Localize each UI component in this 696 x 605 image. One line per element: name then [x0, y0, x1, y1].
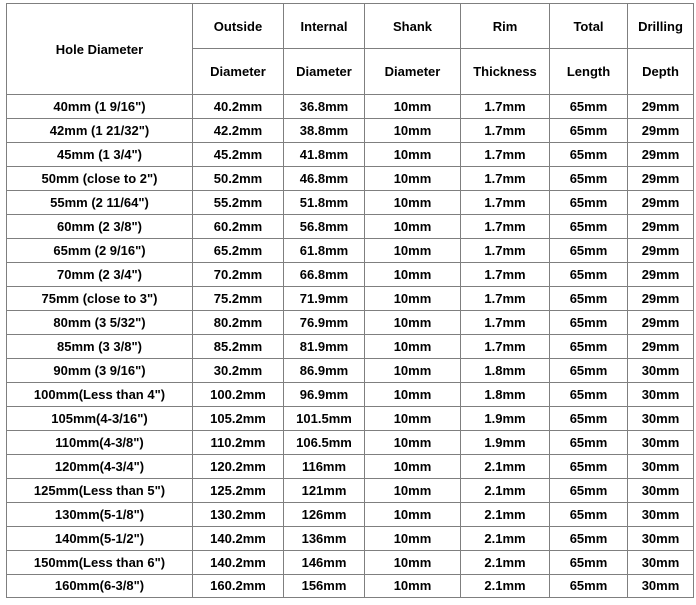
cell-shank-diameter: 10mm: [365, 407, 461, 431]
cell-hole-diameter: 55mm (2 11/64"): [7, 191, 193, 215]
header-total: Total: [550, 4, 628, 49]
cell-shank-diameter: 10mm: [365, 167, 461, 191]
cell-drilling-depth: 29mm: [628, 287, 694, 311]
cell-internal-diameter: 36.8mm: [284, 95, 365, 119]
cell-hole-diameter: 125mm(Less than 5"): [7, 479, 193, 503]
cell-shank-diameter: 10mm: [365, 527, 461, 551]
cell-outside-diameter: 42.2mm: [193, 119, 284, 143]
cell-drilling-depth: 29mm: [628, 311, 694, 335]
cell-rim-thickness: 1.7mm: [461, 239, 550, 263]
cell-hole-diameter: 75mm (close to 3"): [7, 287, 193, 311]
cell-internal-diameter: 86.9mm: [284, 359, 365, 383]
header-rim-thickness: Thickness: [461, 49, 550, 95]
cell-total-length: 65mm: [550, 119, 628, 143]
cell-hole-diameter: 130mm(5-1/8"): [7, 503, 193, 527]
cell-hole-diameter: 80mm (3 5/32"): [7, 311, 193, 335]
cell-drilling-depth: 29mm: [628, 263, 694, 287]
cell-total-length: 65mm: [550, 95, 628, 119]
cell-internal-diameter: 101.5mm: [284, 407, 365, 431]
table-row: [7, 479, 694, 503]
cell-hole-diameter: 85mm (3 3/8"): [7, 335, 193, 359]
cell-total-length: 65mm: [550, 191, 628, 215]
header-drilling: Drilling: [628, 4, 694, 49]
cell-internal-diameter: 106.5mm: [284, 431, 365, 455]
table-row: [7, 455, 694, 479]
cell-rim-thickness: 1.9mm: [461, 407, 550, 431]
header-drilling-depth: Depth: [628, 49, 694, 95]
cell-internal-diameter: 61.8mm: [284, 239, 365, 263]
table-row: [7, 431, 694, 455]
table-row: [7, 575, 694, 598]
table-body: [7, 95, 694, 598]
cell-internal-diameter: 66.8mm: [284, 263, 365, 287]
header-row-top: [7, 4, 694, 49]
cell-total-length: 65mm: [550, 215, 628, 239]
cell-internal-diameter: 76.9mm: [284, 311, 365, 335]
cell-shank-diameter: 10mm: [365, 119, 461, 143]
header-outside-diameter: Diameter: [193, 49, 284, 95]
cell-total-length: 65mm: [550, 383, 628, 407]
table-row: [7, 407, 694, 431]
cell-hole-diameter: 45mm (1 3/4"): [7, 143, 193, 167]
table-row: [7, 287, 694, 311]
cell-rim-thickness: 1.7mm: [461, 95, 550, 119]
cell-total-length: 65mm: [550, 143, 628, 167]
cell-rim-thickness: 2.1mm: [461, 575, 550, 598]
cell-shank-diameter: 10mm: [365, 359, 461, 383]
cell-hole-diameter: 140mm(5-1/2"): [7, 527, 193, 551]
cell-outside-diameter: 105.2mm: [193, 407, 284, 431]
cell-rim-thickness: 1.9mm: [461, 431, 550, 455]
table-row: [7, 311, 694, 335]
table-row: [7, 239, 694, 263]
cell-rim-thickness: 1.7mm: [461, 167, 550, 191]
cell-shank-diameter: 10mm: [365, 143, 461, 167]
table-row: [7, 359, 694, 383]
cell-shank-diameter: 10mm: [365, 431, 461, 455]
cell-internal-diameter: 136mm: [284, 527, 365, 551]
cell-total-length: 65mm: [550, 407, 628, 431]
header-shank: Shank: [365, 4, 461, 49]
table-row: [7, 551, 694, 575]
cell-shank-diameter: 10mm: [365, 455, 461, 479]
cell-total-length: 65mm: [550, 479, 628, 503]
cell-internal-diameter: 41.8mm: [284, 143, 365, 167]
cell-shank-diameter: 10mm: [365, 287, 461, 311]
cell-hole-diameter: 50mm (close to 2"): [7, 167, 193, 191]
cell-drilling-depth: 30mm: [628, 431, 694, 455]
cell-total-length: 65mm: [550, 287, 628, 311]
table-row: [7, 215, 694, 239]
cell-rim-thickness: 2.1mm: [461, 503, 550, 527]
cell-rim-thickness: 1.8mm: [461, 359, 550, 383]
cell-outside-diameter: 85.2mm: [193, 335, 284, 359]
cell-hole-diameter: 105mm(4-3/16"): [7, 407, 193, 431]
cell-drilling-depth: 30mm: [628, 575, 694, 598]
cell-internal-diameter: 126mm: [284, 503, 365, 527]
table-row: [7, 503, 694, 527]
table-row: [7, 263, 694, 287]
table-row: [7, 119, 694, 143]
cell-outside-diameter: 45.2mm: [193, 143, 284, 167]
cell-drilling-depth: 30mm: [628, 383, 694, 407]
cell-drilling-depth: 30mm: [628, 455, 694, 479]
header-total-length: Length: [550, 49, 628, 95]
cell-drilling-depth: 29mm: [628, 143, 694, 167]
cell-outside-diameter: 160.2mm: [193, 575, 284, 598]
cell-hole-diameter: 70mm (2 3/4"): [7, 263, 193, 287]
cell-shank-diameter: 10mm: [365, 263, 461, 287]
cell-internal-diameter: 56.8mm: [284, 215, 365, 239]
cell-outside-diameter: 140.2mm: [193, 551, 284, 575]
cell-total-length: 65mm: [550, 455, 628, 479]
cell-rim-thickness: 1.7mm: [461, 119, 550, 143]
hole-saw-spec-table: [6, 3, 694, 598]
cell-shank-diameter: 10mm: [365, 335, 461, 359]
cell-hole-diameter: 60mm (2 3/8"): [7, 215, 193, 239]
cell-internal-diameter: 71.9mm: [284, 287, 365, 311]
cell-rim-thickness: 1.7mm: [461, 287, 550, 311]
cell-rim-thickness: 1.7mm: [461, 311, 550, 335]
cell-drilling-depth: 30mm: [628, 551, 694, 575]
cell-drilling-depth: 29mm: [628, 239, 694, 263]
cell-total-length: 65mm: [550, 527, 628, 551]
table-row: [7, 191, 694, 215]
cell-rim-thickness: 1.7mm: [461, 263, 550, 287]
cell-internal-diameter: 96.9mm: [284, 383, 365, 407]
cell-rim-thickness: 2.1mm: [461, 455, 550, 479]
table-header: [7, 4, 694, 95]
cell-outside-diameter: 100.2mm: [193, 383, 284, 407]
header-hole-diameter: Hole Diameter: [7, 4, 193, 95]
cell-internal-diameter: 81.9mm: [284, 335, 365, 359]
cell-outside-diameter: 125.2mm: [193, 479, 284, 503]
cell-hole-diameter: 160mm(6-3/8"): [7, 575, 193, 598]
table-row: [7, 143, 694, 167]
cell-outside-diameter: 75.2mm: [193, 287, 284, 311]
cell-total-length: 65mm: [550, 359, 628, 383]
table-row: [7, 383, 694, 407]
cell-drilling-depth: 30mm: [628, 503, 694, 527]
cell-shank-diameter: 10mm: [365, 311, 461, 335]
cell-shank-diameter: 10mm: [365, 95, 461, 119]
cell-total-length: 65mm: [550, 263, 628, 287]
cell-outside-diameter: 80.2mm: [193, 311, 284, 335]
cell-shank-diameter: 10mm: [365, 239, 461, 263]
cell-rim-thickness: 1.7mm: [461, 143, 550, 167]
cell-hole-diameter: 100mm(Less than 4"): [7, 383, 193, 407]
cell-hole-diameter: 110mm(4-3/8"): [7, 431, 193, 455]
cell-outside-diameter: 40.2mm: [193, 95, 284, 119]
cell-total-length: 65mm: [550, 311, 628, 335]
cell-outside-diameter: 55.2mm: [193, 191, 284, 215]
cell-drilling-depth: 29mm: [628, 167, 694, 191]
cell-hole-diameter: 150mm(Less than 6"): [7, 551, 193, 575]
cell-total-length: 65mm: [550, 551, 628, 575]
cell-drilling-depth: 30mm: [628, 407, 694, 431]
cell-internal-diameter: 156mm: [284, 575, 365, 598]
cell-rim-thickness: 1.7mm: [461, 215, 550, 239]
cell-hole-diameter: 42mm (1 21/32"): [7, 119, 193, 143]
cell-rim-thickness: 2.1mm: [461, 527, 550, 551]
cell-drilling-depth: 30mm: [628, 479, 694, 503]
cell-rim-thickness: 2.1mm: [461, 551, 550, 575]
cell-shank-diameter: 10mm: [365, 551, 461, 575]
cell-outside-diameter: 60.2mm: [193, 215, 284, 239]
table-row: [7, 527, 694, 551]
cell-hole-diameter: 40mm (1 9/16"): [7, 95, 193, 119]
cell-outside-diameter: 50.2mm: [193, 167, 284, 191]
cell-total-length: 65mm: [550, 503, 628, 527]
header-internal-diameter: Diameter: [284, 49, 365, 95]
cell-total-length: 65mm: [550, 239, 628, 263]
cell-rim-thickness: 1.8mm: [461, 383, 550, 407]
cell-internal-diameter: 121mm: [284, 479, 365, 503]
cell-rim-thickness: 1.7mm: [461, 335, 550, 359]
cell-hole-diameter: 90mm (3 9/16"): [7, 359, 193, 383]
cell-shank-diameter: 10mm: [365, 503, 461, 527]
cell-drilling-depth: 30mm: [628, 359, 694, 383]
table-row: [7, 95, 694, 119]
cell-outside-diameter: 120.2mm: [193, 455, 284, 479]
cell-outside-diameter: 130.2mm: [193, 503, 284, 527]
cell-shank-diameter: 10mm: [365, 575, 461, 598]
cell-drilling-depth: 30mm: [628, 527, 694, 551]
cell-outside-diameter: 65.2mm: [193, 239, 284, 263]
cell-shank-diameter: 10mm: [365, 191, 461, 215]
cell-rim-thickness: 2.1mm: [461, 479, 550, 503]
cell-outside-diameter: 70.2mm: [193, 263, 284, 287]
cell-drilling-depth: 29mm: [628, 119, 694, 143]
cell-shank-diameter: 10mm: [365, 215, 461, 239]
cell-hole-diameter: 65mm (2 9/16"): [7, 239, 193, 263]
cell-outside-diameter: 140.2mm: [193, 527, 284, 551]
cell-shank-diameter: 10mm: [365, 383, 461, 407]
cell-internal-diameter: 38.8mm: [284, 119, 365, 143]
cell-rim-thickness: 1.7mm: [461, 191, 550, 215]
header-internal: Internal: [284, 4, 365, 49]
cell-internal-diameter: 116mm: [284, 455, 365, 479]
cell-internal-diameter: 46.8mm: [284, 167, 365, 191]
cell-total-length: 65mm: [550, 575, 628, 598]
cell-drilling-depth: 29mm: [628, 95, 694, 119]
cell-drilling-depth: 29mm: [628, 335, 694, 359]
cell-total-length: 65mm: [550, 167, 628, 191]
table-row: [7, 167, 694, 191]
table-row: [7, 335, 694, 359]
cell-drilling-depth: 29mm: [628, 191, 694, 215]
cell-total-length: 65mm: [550, 335, 628, 359]
cell-shank-diameter: 10mm: [365, 479, 461, 503]
cell-total-length: 65mm: [550, 431, 628, 455]
cell-hole-diameter: 120mm(4-3/4"): [7, 455, 193, 479]
cell-internal-diameter: 146mm: [284, 551, 365, 575]
header-shank-diameter: Diameter: [365, 49, 461, 95]
cell-internal-diameter: 51.8mm: [284, 191, 365, 215]
header-rim: Rim: [461, 4, 550, 49]
cell-outside-diameter: 30.2mm: [193, 359, 284, 383]
cell-outside-diameter: 110.2mm: [193, 431, 284, 455]
cell-drilling-depth: 29mm: [628, 215, 694, 239]
header-outside: Outside: [193, 4, 284, 49]
